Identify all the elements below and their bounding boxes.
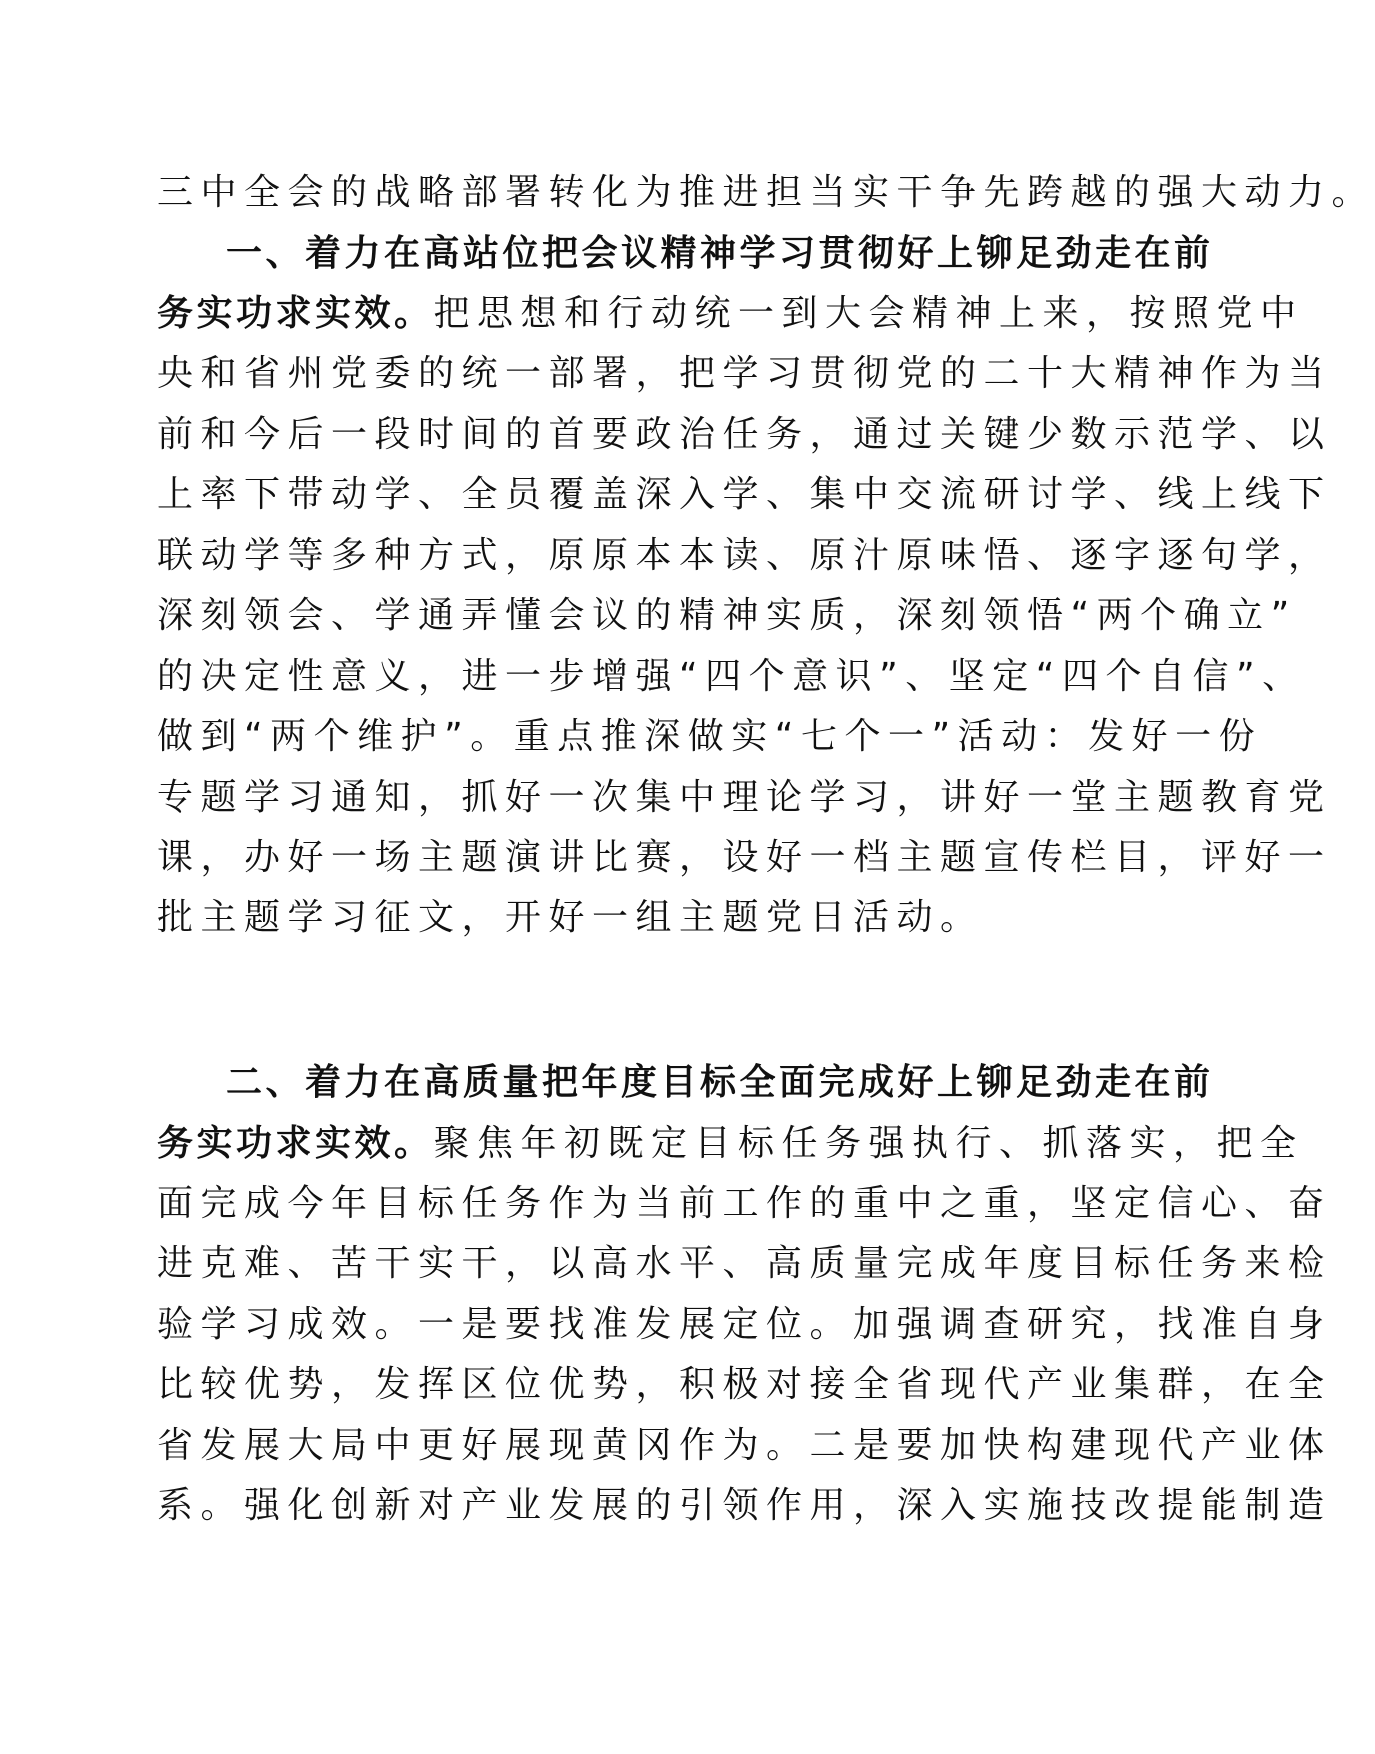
body-text: 把思想和行动统一到大会精神上来，按照党中 xyxy=(433,293,1304,334)
body-line: 前和今后一段时间的首要政治任务，通过关键少数示范学、以 xyxy=(157,414,1332,455)
body-line: 面完成今年目标任务作为当前工作的重中之重，坚定信心、奋 xyxy=(157,1183,1332,1224)
body-line: 批主题学习征文，开好一组主题党日活动。 xyxy=(157,897,984,938)
body-line xyxy=(157,1112,1304,1176)
section-heading-2: 二、着力在高质量把年度目标全面完成好上铆足劲走在前 xyxy=(226,1062,1214,1103)
body-line: 省发展大局中更好展现黄冈作为。二是要加快构建现代产业体 xyxy=(157,1425,1332,1466)
body-line: 验学习成效。一是要找准发展定位。加强调查研究，找准自身 xyxy=(157,1304,1332,1345)
body-line: 三中全会的战略部署转化为推进担当实干争先跨越的强大动力。 xyxy=(157,172,1375,213)
body-line: 上率下带动学、全员覆盖深入学、集中交流研讨学、线上线下 xyxy=(157,474,1332,515)
section-heading-2-end: 务实功求实效。 xyxy=(157,1123,434,1164)
body-line: 系。强化创新对产业发展的引领作用，深入实施技改提能制造 xyxy=(157,1485,1332,1526)
body-line: 联动学等多种方式，原原本本读、原汁原味悟、逐字逐句学， xyxy=(157,535,1332,576)
section-heading-1: 一、着力在高站位把会议精神学习贯彻好上铆足劲走在前 xyxy=(226,233,1214,274)
body-line: 的决定性意义，进一步增强“四个意识”、坚定“四个自信”、 xyxy=(157,656,1306,697)
body-text: 聚焦年初既定目标任务强执行、抓落实，把全 xyxy=(433,1123,1304,1164)
body-line: 比较优势，发挥区位优势，积极对接全省现代产业集群，在全 xyxy=(157,1364,1332,1405)
body-line: 深刻领会、学通弄懂会议的精神实质，深刻领悟“两个确立” xyxy=(157,595,1297,636)
body-line: 专题学习通知，抓好一次集中理论学习，讲好一堂主题教育党 xyxy=(157,777,1332,818)
body-line: 进克难、苦干实干，以高水平、高质量完成年度目标任务来检 xyxy=(157,1243,1332,1284)
section-heading-1-end: 务实功求实效。 xyxy=(157,293,434,334)
body-line: 做到“两个维护”。重点推深做实“七个一”活动：发好一份 xyxy=(157,716,1263,757)
body-line: 央和省州党委的统一部署，把学习贯彻党的二十大精神作为当 xyxy=(157,353,1332,394)
body-line xyxy=(157,282,1304,346)
body-line: 课，办好一场主题演讲比赛，设好一档主题宣传栏目，评好一 xyxy=(157,837,1332,878)
